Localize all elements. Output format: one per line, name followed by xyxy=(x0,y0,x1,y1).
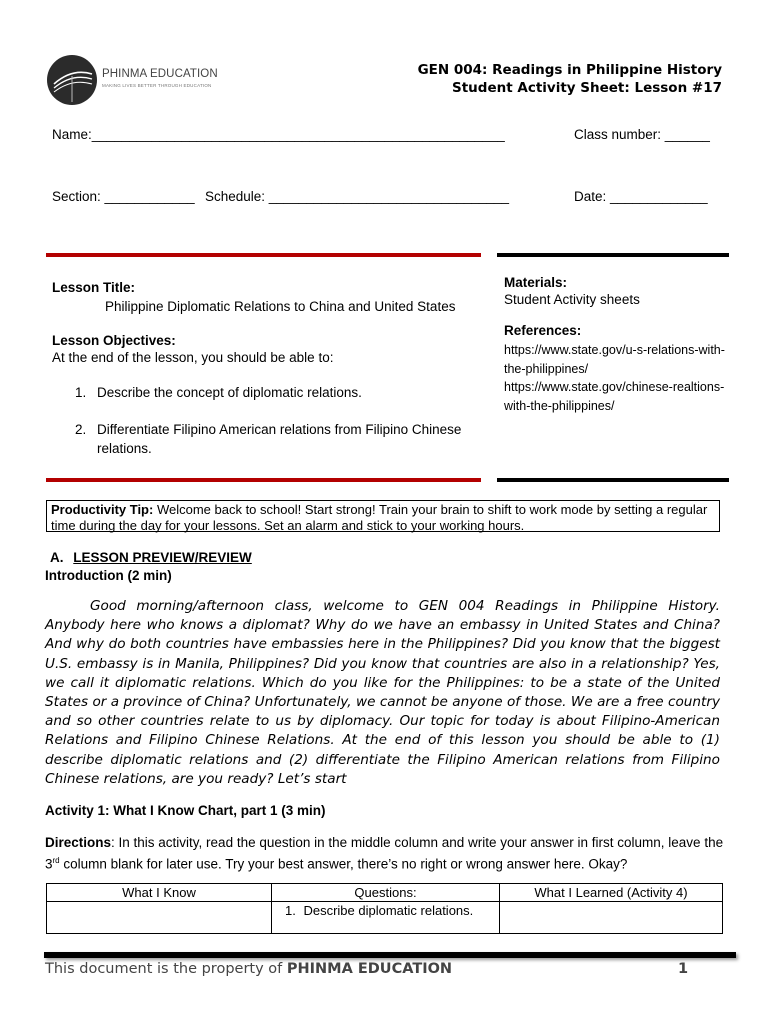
section-a-heading: A. LESSON PREVIEW/REVIEW xyxy=(50,550,252,565)
activity1-directions: Directions: In this activity, read the question in the middle column and write your answer in first column, leave the 3rd column blank for later use. Try your best answer, there’s no right or wrong answer here. Okay? xyxy=(45,835,724,872)
lesson-title: Philippine Diplomatic Relations to China and United States xyxy=(105,299,456,314)
column-header: Questions: xyxy=(272,884,500,902)
divider-black-bottom xyxy=(497,478,729,482)
footer-divider xyxy=(44,952,736,958)
what-i-know-table xyxy=(46,883,723,934)
footer-owner: PHINMA EDUCATION xyxy=(286,961,453,977)
what-i-learned-cell[interactable] xyxy=(500,902,723,934)
section-field[interactable]: Section: ____________ xyxy=(52,189,195,204)
table-header-row xyxy=(47,884,723,902)
column-header: What I Know xyxy=(47,884,272,902)
question-cell: 1. Describe diplomatic relations. xyxy=(272,902,500,934)
reference-link[interactable]: https://www.state.gov/u-s-relations-with-the-philippines/ xyxy=(504,343,725,376)
date-field[interactable]: Date: _____________ xyxy=(574,189,708,204)
tip-text: Welcome back to school! Start strong! Train your brain to shift to work mode by setting a regular time during the day for your lessons. Set an alarm and stick to your working hours. xyxy=(51,502,708,533)
column-header: What I Learned (Activity 4) xyxy=(500,884,723,902)
objectives-intro: At the end of the lesson, you should be able to: xyxy=(52,350,334,365)
footer-text: This document is the property of PHINMA EDUCATION xyxy=(45,961,453,977)
class-number-field[interactable]: Class number: ______ xyxy=(574,127,710,142)
references-list xyxy=(504,341,726,415)
divider-red-top xyxy=(46,253,481,257)
what-i-know-cell[interactable] xyxy=(47,902,272,934)
table-row xyxy=(47,902,723,934)
tip-label: Productivity Tip: xyxy=(51,502,154,517)
references-label: References: xyxy=(504,323,582,338)
logo-emblem-icon xyxy=(46,54,98,106)
materials-label: Materials: xyxy=(504,275,568,290)
page-number: 1 xyxy=(678,961,689,977)
reference-link[interactable]: https://www.state.gov/chinese-realtions-with-the-philippines/ xyxy=(504,380,725,413)
logo-name: PHINMA EDUCATION xyxy=(102,68,218,80)
course-title: GEN 004: Readings in Philippine History xyxy=(417,62,722,78)
intro-paragraph: Good morning/afternoon class, welcome to GEN 004 Readings in Philippine History. Anybody here who knows a diplomat? Why do we have an embassy in United States and China? And why do both countries have embassies here in the Philippines? Did you know that the biggest U.S. embassy is in Manila, Philippines? Did you know that countries are also in a relationship? Yes, we call it diplomatic relations. Which do you like for the Philippines: to be a state of the United States or a province of China? Unfortunately, we cannot be anyone of those. We are a free country and so other countries relate to us by diplomacy. Our topic for today is about Filipino-American Relations and Filipino Chinese Relations. At the end of this lesson you should be able to (1) describe diplomatic relations and (2) differentiate the Filipino American relations from Filipino Chinese relations, are you ready? Let’s start xyxy=(45,598,720,787)
sheet-title: Student Activity Sheet: Lesson #17 xyxy=(452,80,722,96)
name-field[interactable]: Name:_______________________________________________________ xyxy=(52,127,505,142)
intro-label: Introduction (2 min) xyxy=(45,568,172,583)
objectives-label: Lesson Objectives: xyxy=(52,333,176,348)
divider-black-top xyxy=(497,253,729,257)
materials-value: Student Activity sheets xyxy=(504,292,640,307)
lesson-title-label: Lesson Title: xyxy=(52,280,136,295)
logo-tagline: MAKING LIVES BETTER THROUGH EDUCATION xyxy=(102,83,212,88)
activity1-title: Activity 1: What I Know Chart, part 1 (3 min) xyxy=(45,803,326,818)
productivity-tip-box xyxy=(46,500,720,532)
phinma-logo xyxy=(46,54,221,106)
schedule-field[interactable]: Schedule: ________________________________ xyxy=(205,189,510,204)
divider-red-bottom xyxy=(46,478,481,482)
